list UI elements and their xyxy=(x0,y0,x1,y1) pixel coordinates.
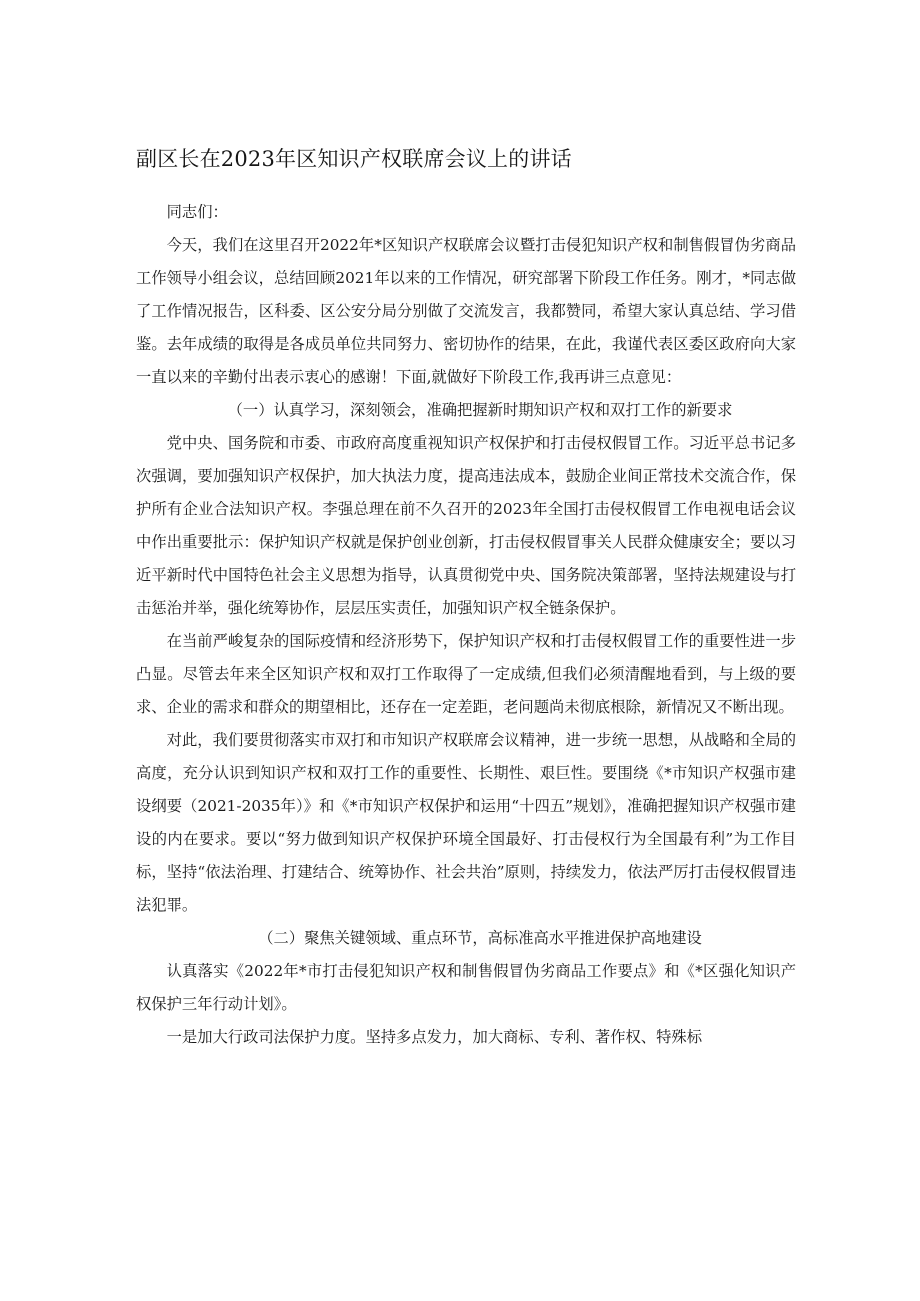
paragraph: 党中央、国务院和市委、市政府高度重视知识产权保护和打击侵权假冒工作。习近平总书记多次强调，要加强知识产权保护，加大执法力度，提高违法成本，鼓励企业间正常技术交流合作，保护所有企业合法知识产权。李强总理在前不久召开的2023年全国打击侵权假冒工作电视电话会议中作出重要批示：保护知识产权就是保护创业创新，打击侵权假冒事关人民群众健康安全；要以习近平新时代中国特色社会主义思想为指导，认真贯彻党中央、国务院决策部署，坚持法规建设与打击惩治并举，强化统筹协作，层层压实责任，加强知识产权全链条保护。 xyxy=(136,434,796,617)
salutation: 同志们： xyxy=(166,203,228,221)
paragraph: 对此，我们要贯彻落实市双打和市知识产权联席会议精神，进一步统一思想，从战略和全局的高度，充分认识到知识产权和双打工作的重要性、长期性、艰巨性。要围绕《*市知识产权强市建设纲要（2021-2035年）》和《*市知识产权保护和运用“十四五”规划》，准确把握知识产权强市建设的内在要求。要以“努力做到知识产权保护环境全国最好、打击侵权行为全国最有利”为工作目标，坚持“依法治理、打建结合、统筹协作、社会共治”原则，持续发力，依法严厉打击侵权假冒违法犯罪。 xyxy=(136,731,796,914)
section-heading-1: （一）认真学习，深刻领会，准确把握新时期知识产权和双打工作的新要求 xyxy=(227,401,733,419)
section-heading-2: （二）聚焦关键领域、重点环节，高标准高水平推进保护高地建设 xyxy=(258,929,702,947)
document-title: 副区长在2023年区知识产权联席会议上的讲话 xyxy=(136,147,572,171)
document-body xyxy=(136,196,796,1054)
paragraph: 认真落实《2022年*市打击侵犯知识产权和制售假冒伪劣商品工作要点》和《*区强化知识产权保护三年行动计划》。 xyxy=(136,962,796,1013)
paragraph: 在当前严峻复杂的国际疫情和经济形势下，保护知识产权和打击侵权假冒工作的重要性进一步凸显。尽管去年来全区知识产权和双打工作取得了一定成绩,但我们必须清醒地看到，与上级的要求、企业的需求和群众的期望相比，还存在一定差距，老问题尚未彻底根除，新情况又不断出现。 xyxy=(136,632,796,716)
paragraph: 一是加大行政司法保护力度。坚持多点发力，加大商标、专利、著作权、特殊标 xyxy=(166,1028,702,1046)
paragraph-opening: 今天，我们在这里召开2022年*区知识产权联席会议暨打击侵犯知识产权和制售假冒伪劣商品工作领导小组会议，总结回顾2021年以来的工作情况，研究部署下阶段工作任务。刚才，*同志做了工作情况报告，区科委、区公安分局分别做了交流发言，我都赞同，希望大家认真总结、学习借鉴。去年成绩的取得是各成员单位共同努力、密切协作的结果，在此，我谨代表区委区政府向大家一直以来的辛勤付出表示衷心的感谢！下面,就做好下阶段工作,我再讲三点意见： xyxy=(136,236,796,386)
